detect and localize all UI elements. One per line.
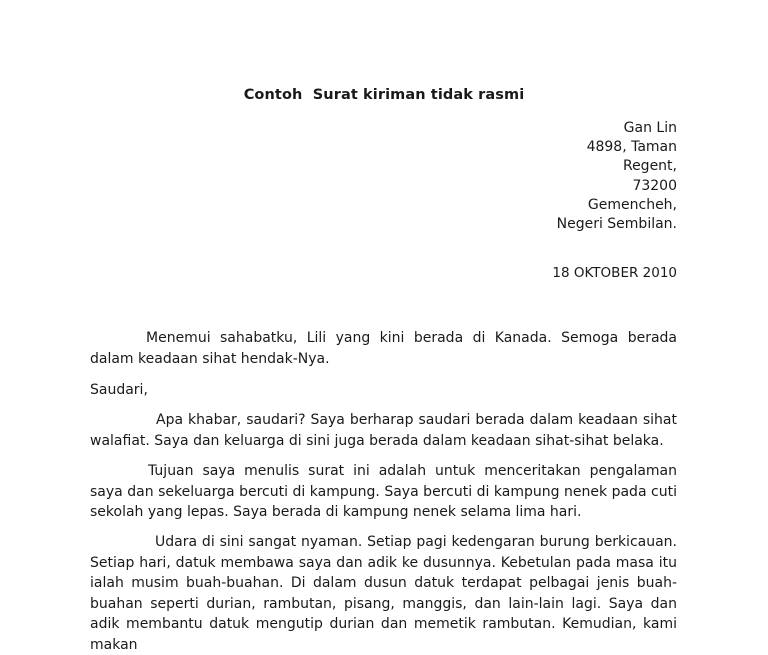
letter-title: Contoh Surat kiriman tidak rasmi <box>243 87 525 103</box>
salutation: Saudari, <box>90 382 148 398</box>
letter-date: 18 OKTOBER 2010 <box>552 265 677 281</box>
address-line: Gemencheh, <box>587 196 677 213</box>
greeting-paragraph: Menemui sahabatku, Lili yang kini berada di Kanada. Semoga berada dalam keadaan sihat hendak-Nya. <box>90 330 677 367</box>
address-line: 4898, Taman <box>586 139 677 156</box>
address-line: 73200 <box>632 177 677 194</box>
address-line: Gan Lin <box>623 120 677 136</box>
body-paragraph-3: Udara di sini sangat nyaman. Setiap pagi kedengaran burung berkicauan. Setiap hari, datuk membawa saya dan adik ke dusunnya. Kebetulan pada masa itu ialah musim buah-buahan. Di dalam dusun datuk terdapat pelbagai jenis buah-buahan seperti durian, rambutan, pisang, manggis, dan lain-lain lagi. Saya dan adik membantu datuk mengutip durian dan memetik rambutan. Kemudian, kami makan <box>90 534 677 653</box>
address-line: Regent, <box>622 158 677 175</box>
body-paragraph-2: Tujuan saya menulis surat ini adalah untuk menceritakan pengalaman saya dan sekeluarga bercuti di kampung. Saya bercuti di kampung nenek pada cuti sekolah yang lepas. Saya berada di kampung nenek selama lima hari. <box>90 463 677 520</box>
sender-address <box>557 119 677 234</box>
address-line: Negeri Sembilan. <box>556 216 677 233</box>
body-paragraph-1: Apa khabar, saudari? Saya berharap saudari berada dalam keadaan sihat walafiat. Saya dan keluarga di sini juga berada dalam keadaan sihat-sihat belaka. <box>90 412 677 449</box>
